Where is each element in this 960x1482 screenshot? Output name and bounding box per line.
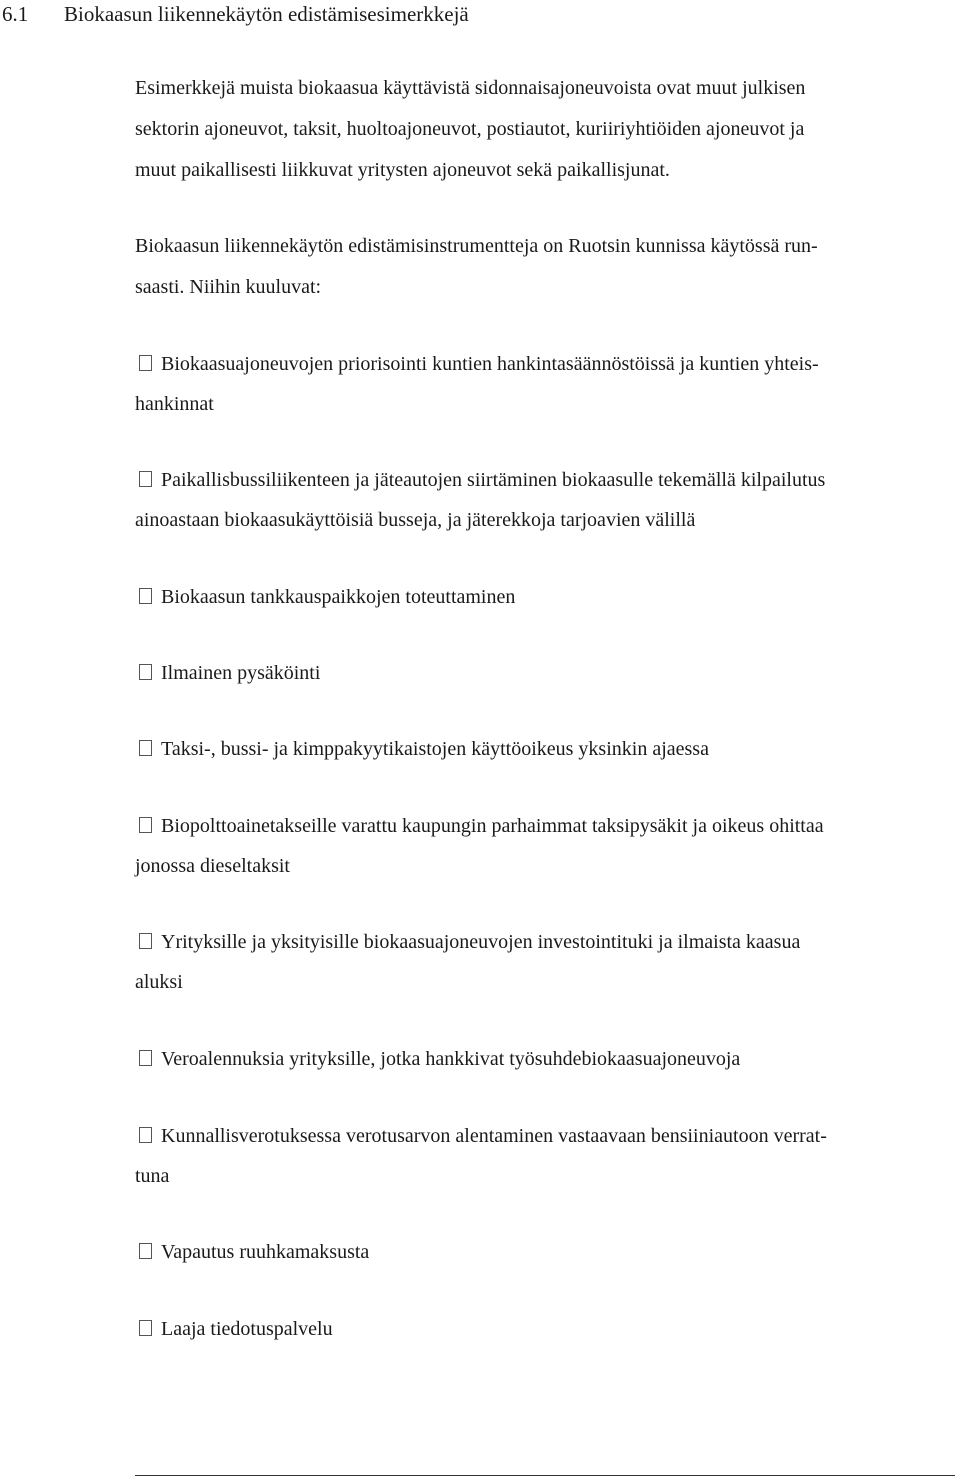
checkbox-icon	[139, 817, 152, 833]
list-item-text: Biokaasuajoneuvojen priorisointi kuntien hankintasäännöstöissä ja kuntien yhteis-	[161, 353, 819, 375]
list-item	[135, 1039, 950, 1079]
paragraph-line: saasti. Niihin kuuluvat:	[135, 276, 322, 298]
checkbox-icon	[139, 740, 152, 756]
list-item-text: Kunnallisverotuksessa verotusarvon alentaminen vastaavaan bensiiniautoon verrat-	[161, 1125, 827, 1147]
list-item-text: Vapautus ruuhkamaksusta	[161, 1241, 370, 1263]
list-item	[135, 1232, 950, 1272]
list-item	[135, 806, 950, 886]
checkbox-icon	[139, 355, 152, 371]
list-item-text: Ilmainen pysäköinti	[161, 662, 321, 684]
checkbox-icon	[139, 664, 152, 680]
checkbox-icon	[139, 1243, 152, 1259]
instruments-paragraph	[135, 226, 945, 308]
checkbox-icon	[139, 471, 152, 487]
paragraph-line: muut paikallisesti liikkuvat yritysten ajoneuvot sekä paikallisjunat.	[135, 159, 670, 181]
checkbox-icon	[139, 1050, 152, 1066]
list-item	[135, 460, 950, 540]
list-item	[135, 922, 950, 1002]
list-item-text: Biopolttoainetakseille varattu kaupungin parhaimmat taksipysäkit ja oikeus ohittaa	[161, 815, 824, 837]
checkbox-icon	[139, 588, 152, 604]
list-item	[135, 577, 950, 617]
checkbox-icon	[139, 933, 152, 949]
list-item	[135, 1309, 950, 1349]
paragraph-line: sektorin ajoneuvot, taksit, huoltoajoneuvot, postiautot, kuriiriyhtiöiden ajoneuvot ja	[135, 118, 805, 140]
intro-paragraph	[135, 68, 945, 191]
paragraph-line: Esimerkkejä muista biokaasua käyttävistä sidonnaisajoneuvoista ovat muut julkisen	[135, 77, 806, 99]
list-item-text: Yrityksille ja yksityisille biokaasuajoneuvojen investointituki ja ilmaista kaasua	[161, 931, 801, 953]
list-item	[135, 344, 950, 424]
list-item-text: Paikallisbussiliikenteen ja jäteautojen siirtäminen biokaasulle tekemällä kilpailutus	[161, 469, 826, 491]
section-title: Biokaasun liikennekäytön edistämisesimerkkejä	[64, 2, 469, 26]
paragraph-line: Biokaasun liikennekäytön edistämisinstrumentteja on Ruotsin kunnissa käytössä run-	[135, 235, 818, 257]
list-item-text: Biokaasun tankkauspaikkojen toteuttaminen	[161, 586, 516, 608]
checkbox-icon	[139, 1320, 152, 1336]
list-item-text: Taksi-, bussi- ja kimppakyytikaistojen käyttöoikeus yksinkin ajaessa	[161, 738, 709, 760]
list-item-text: Veroalennuksia yrityksille, jotka hankkivat työsuhdebiokaasuajoneuvoja	[161, 1048, 741, 1070]
list-item	[135, 729, 950, 769]
list-item-continuation: tuna	[135, 1165, 170, 1187]
footer-divider	[135, 1475, 955, 1476]
list-item-continuation: jonossa dieseltaksit	[135, 855, 290, 877]
list-item-continuation: hankinnat	[135, 393, 214, 415]
list-item	[135, 653, 950, 693]
checkbox-icon	[139, 1127, 152, 1143]
list-item-text: Laaja tiedotuspalvelu	[161, 1318, 333, 1340]
section-number: 6.1	[2, 2, 29, 26]
list-item-continuation: ainoastaan biokaasukäyttöisiä busseja, ja jäterekkoja tarjoavien välillä	[135, 509, 696, 531]
list-item-continuation: aluksi	[135, 971, 183, 993]
list-item	[135, 1116, 950, 1196]
